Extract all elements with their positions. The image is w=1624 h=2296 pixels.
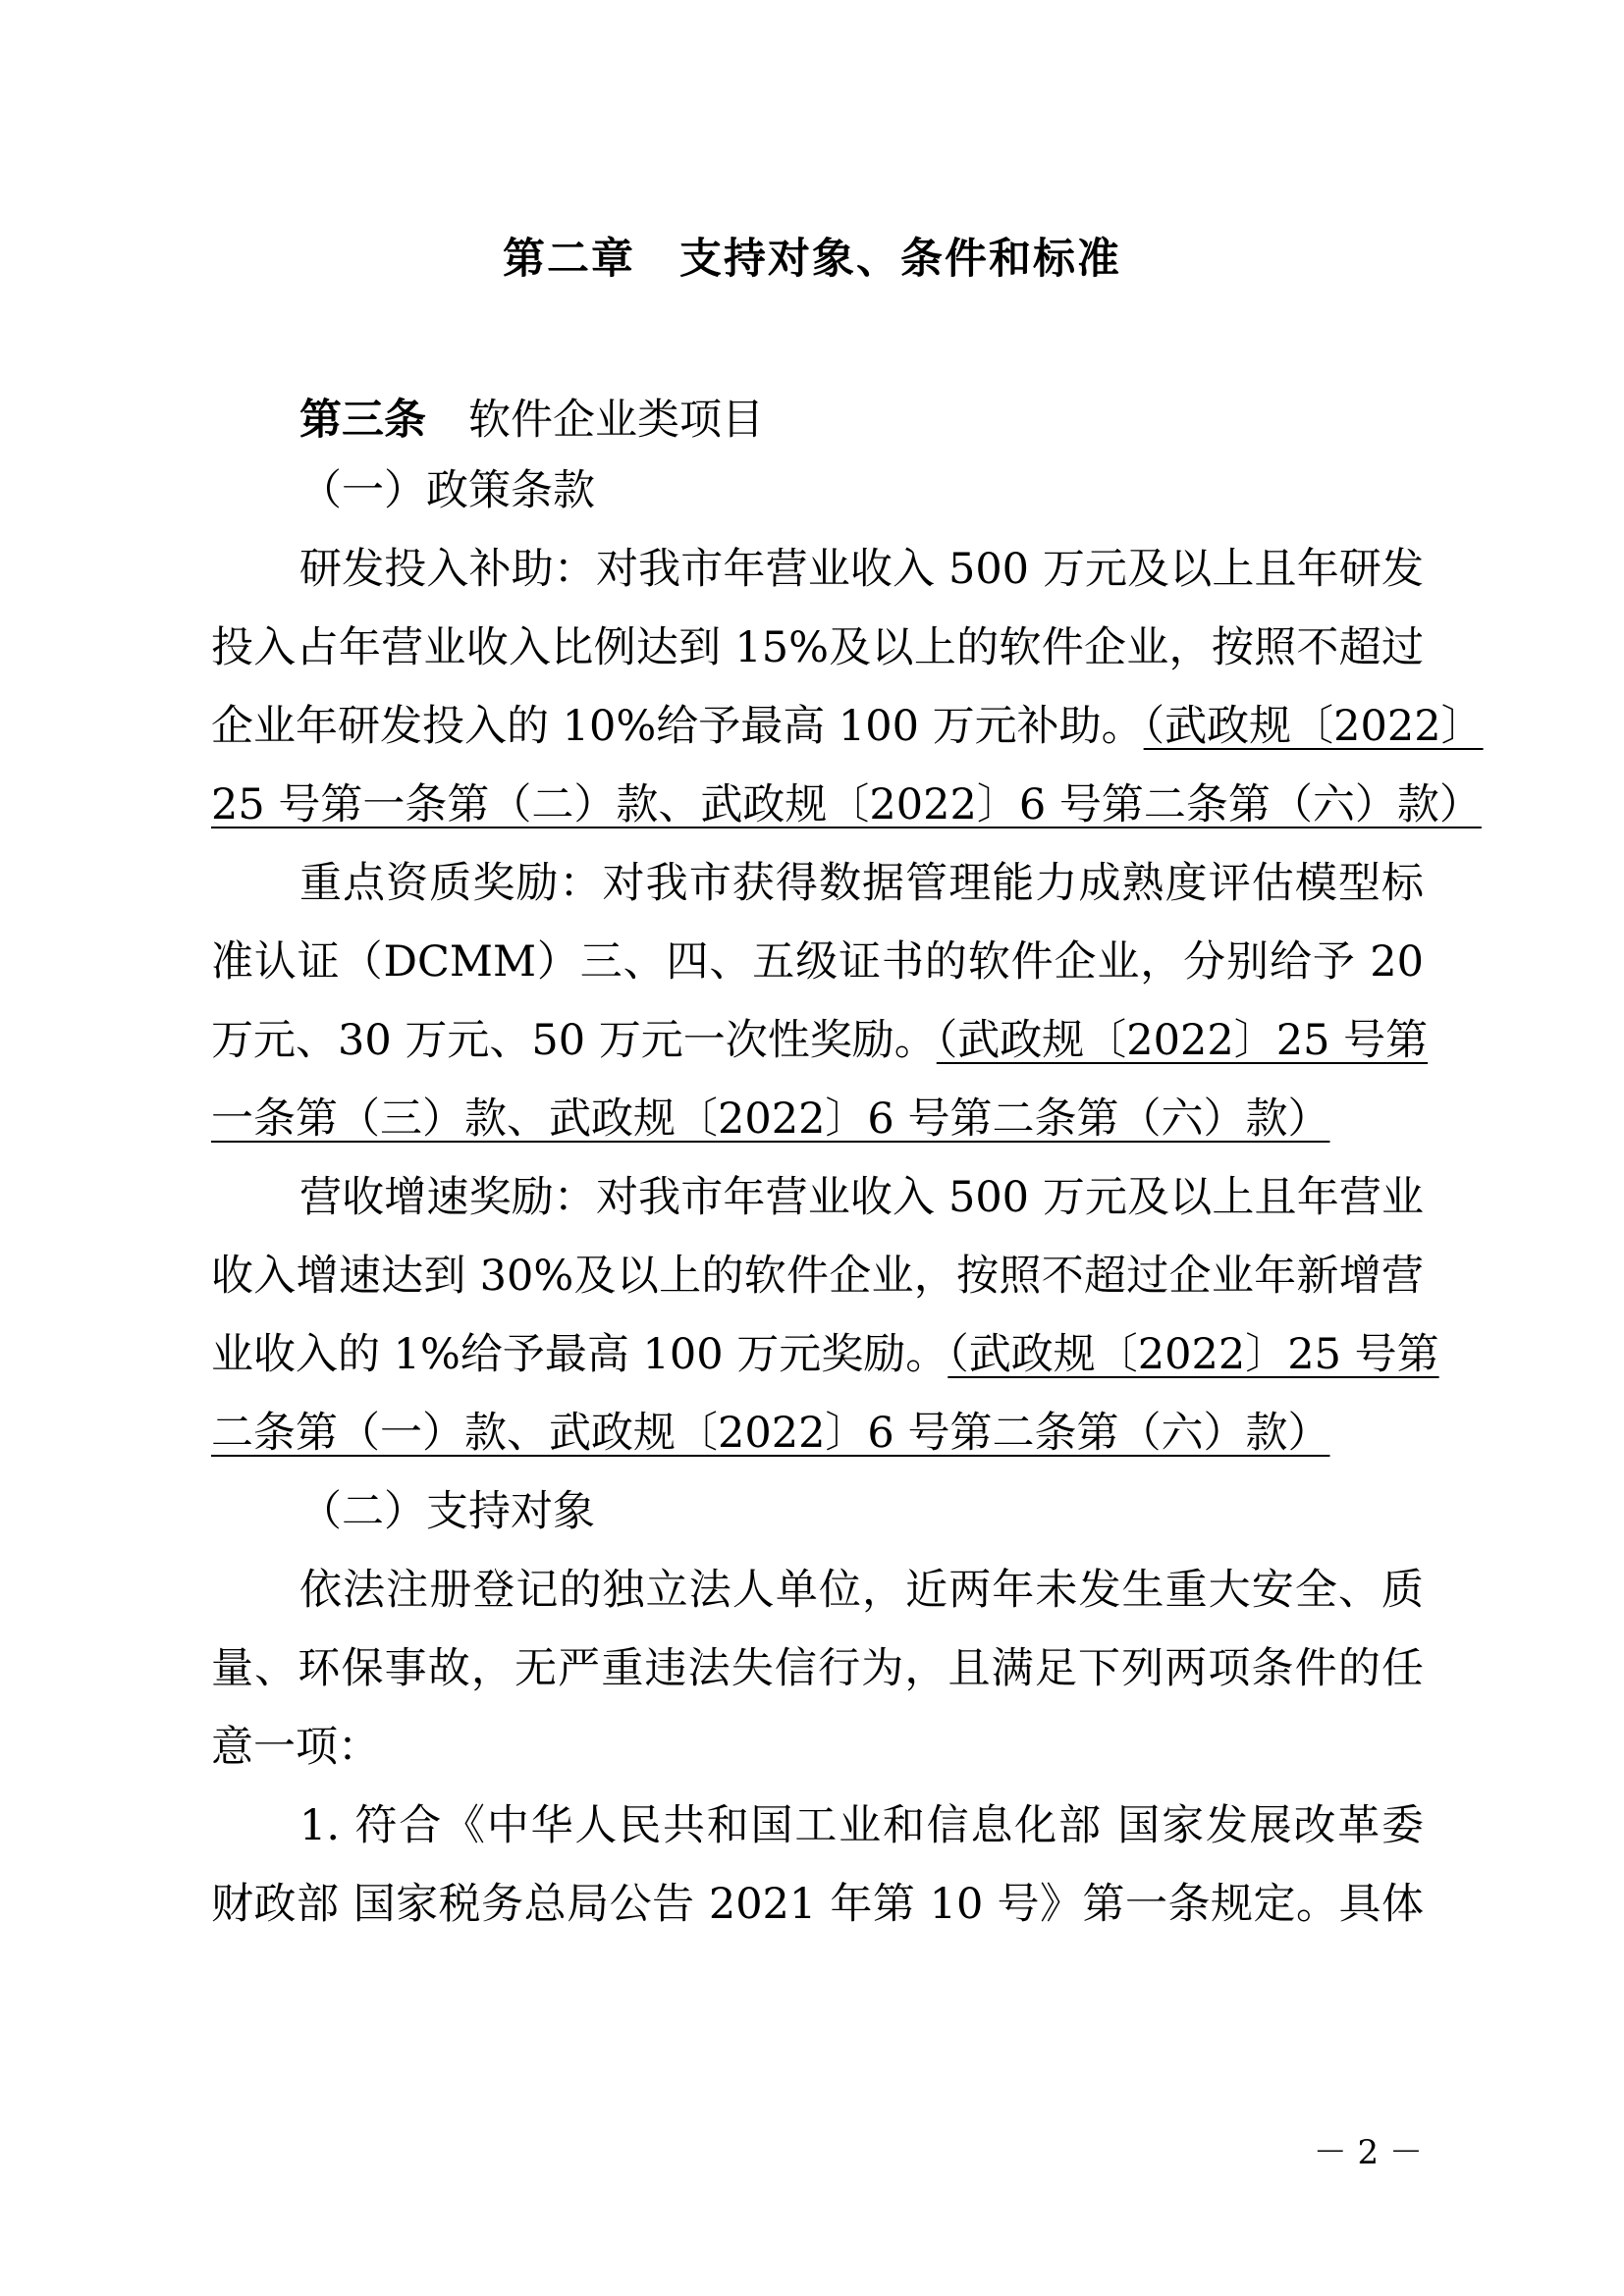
chapter-title: 第二章 支持对象、条件和标准 bbox=[503, 235, 1121, 284]
policy-reference: 一条第（三）款、武政规〔2022〕6 号第二条第（六）款） bbox=[211, 1095, 1330, 1144]
paragraph-line bbox=[211, 1011, 1429, 1070]
paragraph-text: 万元、30 万元、50 万元一次性奖励。 bbox=[211, 1016, 937, 1065]
section-title-policy: （一）政策条款 bbox=[299, 466, 595, 515]
paragraph-line: 重点资质奖励：对我市获得数据管理能力成熟度评估模型标 bbox=[299, 859, 1424, 908]
article-title: 软件企业类项目 bbox=[468, 396, 764, 445]
paragraph-line: 意一项： bbox=[211, 1723, 380, 1772]
article-label: 第三条 bbox=[299, 396, 426, 445]
list-item: 1. 符合《中华人民共和国工业和信息化部 国家发展改革委 bbox=[299, 1801, 1424, 1850]
paragraph-line: 收入增速达到 30%及以上的软件企业，按照不超过企业年新增营 bbox=[211, 1252, 1424, 1301]
paragraph-line bbox=[211, 697, 1484, 756]
paragraph-line: 投入占年营业收入比例达到 15%及以上的软件企业，按照不超过 bbox=[211, 623, 1424, 672]
policy-reference: （武政规〔2022〕 bbox=[1143, 702, 1484, 751]
section-title-support: （二）支持对象 bbox=[299, 1487, 595, 1536]
policy-reference: （武政规〔2022〕25 号第 bbox=[936, 1016, 1429, 1065]
policy-reference: 25 号第一条第（二）款、武政规〔2022〕6 号第二条第（六）款） bbox=[211, 780, 1482, 829]
paragraph-line: 依法注册登记的独立法人单位，近两年未发生重大安全、质 bbox=[299, 1566, 1424, 1615]
paragraph-text: 业收入的 1%给予最高 100 万元奖励。 bbox=[211, 1330, 948, 1379]
policy-reference: （武政规〔2022〕25 号第 bbox=[947, 1330, 1439, 1379]
paragraph-line: 量、环保事故，无严重违法失信行为，且满足下列两项条件的任 bbox=[211, 1644, 1424, 1693]
list-item: 财政部 国家税务总局公告 2021 年第 10 号》第一条规定。具体 bbox=[211, 1880, 1424, 1929]
article-heading bbox=[299, 391, 1424, 450]
paragraph-line: 准认证（DCMM）三、四、五级证书的软件企业，分别给予 20 bbox=[211, 937, 1424, 987]
paragraph-line bbox=[211, 1325, 1439, 1384]
page-number: － 2 － bbox=[1313, 2133, 1423, 2172]
paragraph-line: 研发投入补助：对我市年营业收入 500 万元及以上且年研发 bbox=[299, 545, 1424, 594]
paragraph-text: 企业年研发投入的 10%给予最高 100 万元补助。 bbox=[211, 702, 1144, 751]
policy-reference: 二条第（一）款、武政规〔2022〕6 号第二条第（六）款） bbox=[211, 1409, 1330, 1458]
paragraph-line: 营收增速奖励：对我市年营业收入 500 万元及以上且年营业 bbox=[299, 1173, 1424, 1222]
